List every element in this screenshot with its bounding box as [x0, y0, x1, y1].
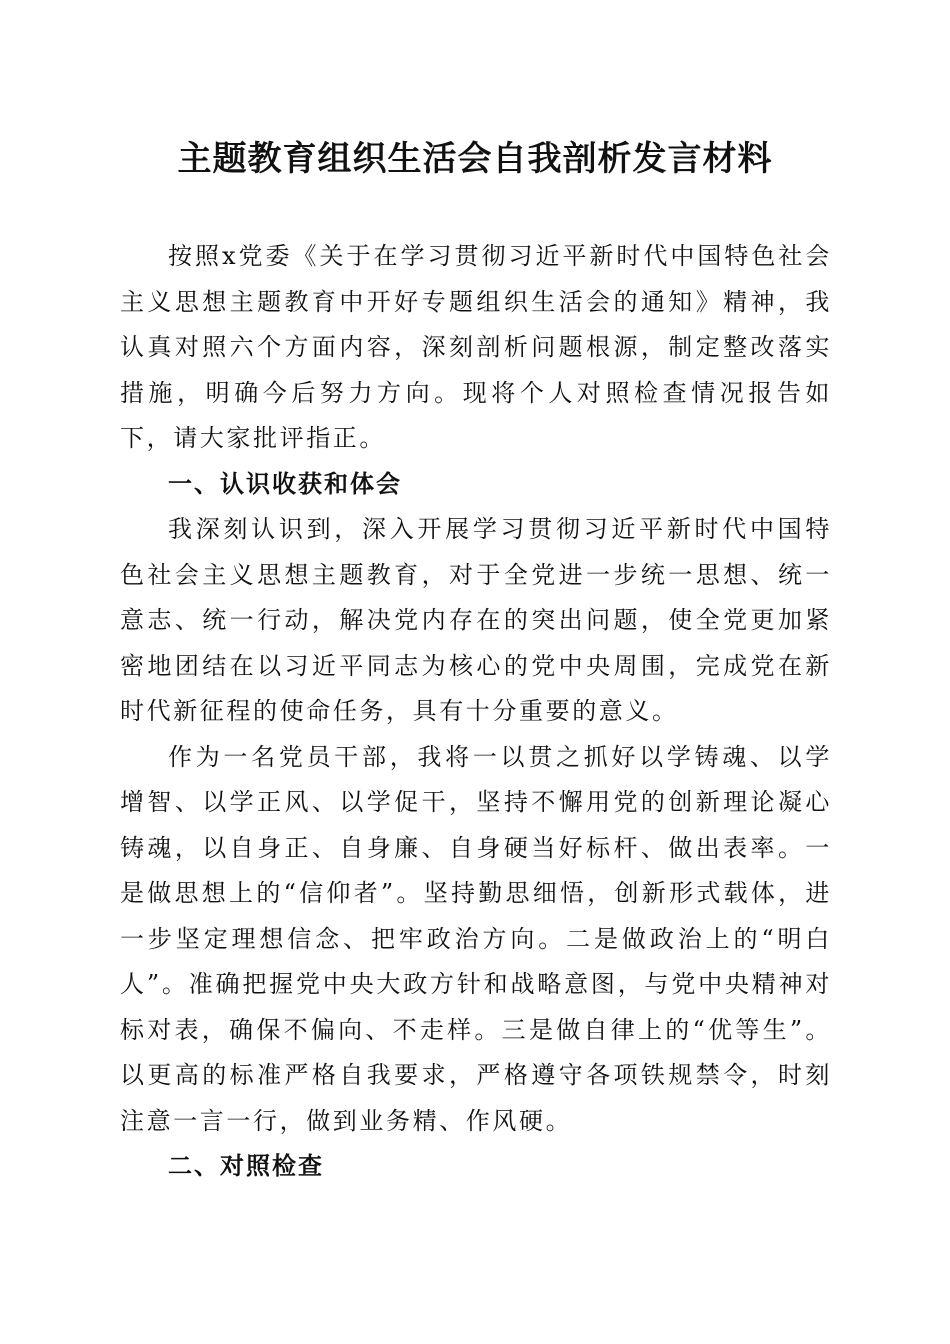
section1-paragraph-2: 作为一名党员干部，我将一以贯之抓好以学铸魂、以学增智、以学正风、以学促干，坚持不懈用党的创新理论凝心铸魂，以自身正、自身廉、自身硬当好标杆、做出表率。一是做思想上的“信仰者”。坚持勤思细悟，创新形式载体，进一步坚定理想信念、把牢政治方向。二是做政治上的“明白人”。准确把握党中央大政方针和战略意图，与党中央精神对标对表，确保不偏向、不走样。三是做自律上的“优等生”。以更高的标准严格自我要求，严格遵守各项铁规禁令，时刻注意一言一行，做到业务精、作风硬。	[120, 742, 832, 1135]
section-heading-1: 一、认识收获和体会	[168, 469, 402, 498]
section-heading-2: 二、对照检查	[168, 1152, 324, 1180]
document-title: 主题教育组织生活会自我剖析发言材料	[177, 139, 773, 179]
intro-paragraph: 按照x党委《关于在学习贯彻习近平新时代中国特色社会主义思想主题教育中开好专题组织生活会的通知》精神，我认真对照六个方面内容，深刻剖析问题根源，制定整改落实措施，明确今后努力方向。现将个人对照检查情况报告如下，请大家批评指正。	[120, 242, 832, 452]
section1-paragraph-1: 我深刻认识到，深入开展学习贯彻习近平新时代中国特色社会主义思想主题教育，对于全党进一步统一思想、统一意志、统一行动，解决党内存在的突出问题，使全党更加紧密地团结在以习近平同志为核心的党中央周围，完成党在新时代新征程的使命任务，具有十分重要的意义。	[120, 515, 832, 725]
document-body	[120, 234, 832, 1190]
